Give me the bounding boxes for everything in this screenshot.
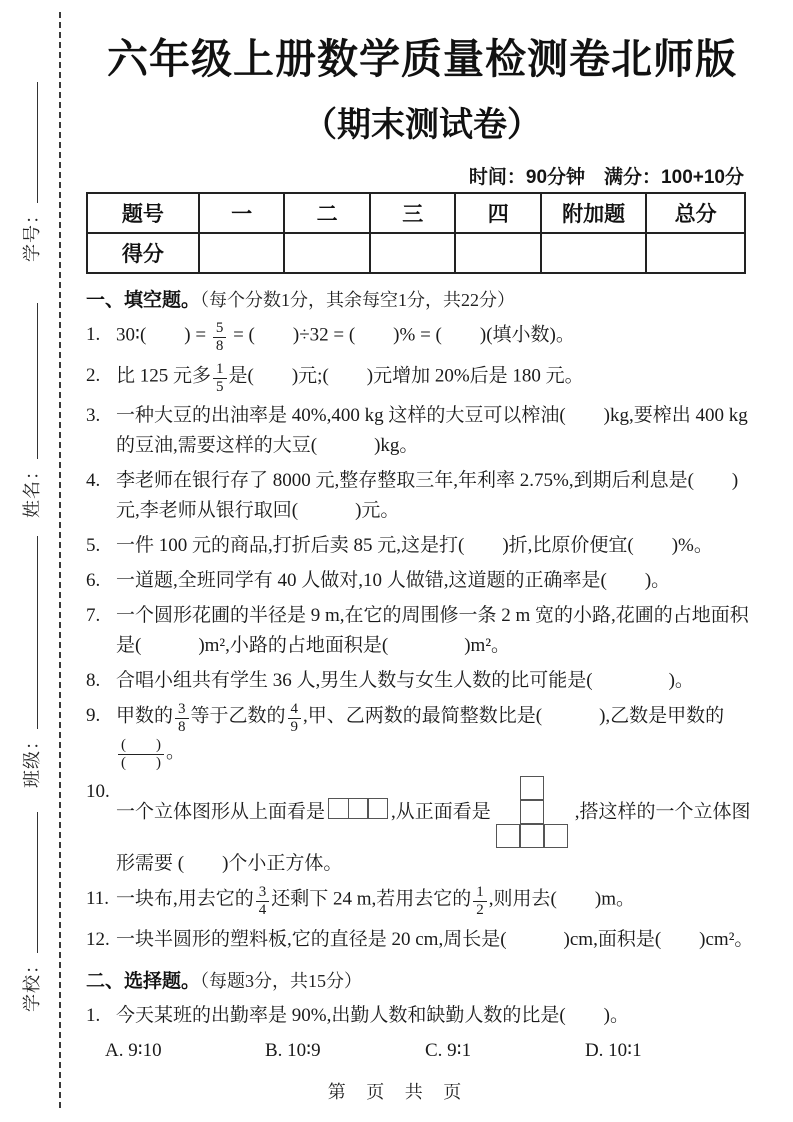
question-number: 10. (86, 781, 110, 802)
section-1-question-8 (86, 666, 758, 696)
page-footer: 第 页 共 页 (327, 1082, 466, 1102)
fraction: $\frac{3}{8}$ (175, 701, 189, 737)
margin-label-class: 班级： (22, 731, 42, 788)
figure-square (520, 776, 544, 800)
figure-square (328, 798, 349, 819)
margin-field-student-id (16, 82, 46, 262)
score-table (86, 192, 746, 274)
section-1-heading (86, 286, 758, 315)
question-text: 一件 100 元的商品,打折后卖 85 元,这是打( )折,比原价便宜( )%。 (116, 535, 713, 556)
question-number: 8. (86, 670, 101, 691)
score-table-header-1: 一 (199, 193, 285, 233)
question-text: 甲数的 $\frac{3}{8}$ 等于乙数的 $\frac{4}{9}$ ,甲、乙两数的最简整数比是( ),乙数是甲数的 $\frac{( )}{( )}$ 。 (116, 701, 725, 771)
section-1-question-11 (86, 884, 758, 920)
question-text: 一块半圆形的塑料板,它的直径是 20 cm,周长是( )cm,面积是( )cm²。 (116, 928, 754, 950)
figure-empty (497, 801, 521, 825)
margin-field-school (16, 812, 46, 1012)
page-title: 六年级上册数学质量检测卷北师版 (107, 36, 737, 82)
question-text: 今天某班的出勤率是 90%,出勤人数和缺勤人数的比是( )。 (116, 1004, 629, 1026)
question-text: 一个立体图形从上面看是 ,从正面看是 ,搭这样的一个立体图形需要 ( )个小正方体。 (116, 777, 758, 879)
section-1-question-9 (86, 701, 758, 772)
figure-empty (497, 777, 521, 801)
section-1-question-10 (86, 777, 758, 879)
section-1-question-7 (86, 601, 758, 661)
question-text: 一道题,全班同学有 40 人做对,10 人做错,这道题的正确率是( )。 (116, 570, 671, 591)
question-number: 7. (86, 605, 101, 626)
figure-square (367, 798, 388, 819)
margin-label-name: 姓名： (22, 461, 42, 518)
page-subtitle: （期末测试卷） (303, 106, 541, 144)
score-table-header-0: 题号 (87, 193, 199, 233)
figure-empty (545, 777, 569, 801)
margin-field-class (16, 536, 46, 788)
section-1-title: 一、填空题。 (86, 290, 201, 311)
fraction: $\frac{4}{9}$ (288, 701, 302, 737)
section-1-question-2 (86, 361, 758, 397)
score-table-header-5: 附加题 (541, 193, 646, 233)
blank-line-student-id (16, 82, 38, 203)
score-cell-3 (455, 233, 541, 273)
section-1-question-5 (86, 531, 758, 561)
blank-line-school (16, 812, 38, 953)
option-B: B. 10∶9 (264, 1039, 321, 1061)
paper-content (86, 0, 758, 1065)
fraction: $\frac{( )}{( )}$ (118, 737, 164, 773)
question-sections (86, 286, 758, 1065)
option-A: A. 9∶10 (105, 1039, 162, 1061)
section-1-question-6 (86, 566, 758, 596)
question-number: 1. (86, 324, 101, 345)
score-table-header-3: 三 (370, 193, 456, 233)
figure-square (544, 824, 568, 848)
question-text: 30∶( ) = $\frac{5}{8}$ = ( )÷32 = ( )% = ( )(填小数)。 (116, 320, 575, 355)
figure-empty (545, 801, 569, 825)
section-1-question-12 (86, 925, 758, 955)
question-number: 12. (86, 928, 110, 950)
question-number: 4. (86, 470, 101, 491)
question-text: 一个圆形花圃的半径是 9 m,在它的周围修一条 2 m 宽的小路,花圃的占地面积是( )m²,小路的占地面积是( )m²。 (116, 605, 749, 656)
fraction: $\frac{5}{8}$ (213, 320, 227, 356)
question-text: 李老师在银行存了 8000 元,整存整取三年,年利率 2.75%,到期后利息是( )元,李老师从银行取回( )元。 (116, 470, 739, 521)
question-number: 5. (86, 535, 101, 556)
fraction: $\frac{3}{4}$ (256, 884, 270, 920)
fraction: $\frac{1}{2}$ (473, 884, 487, 920)
section-2-heading (86, 967, 758, 996)
score-cell-2 (370, 233, 456, 273)
section-2-note: （每题3分，共15分） (200, 970, 363, 991)
top-view-figure (328, 798, 388, 829)
question-text: 合唱小组共有学生 36 人,男生人数与女生人数的比可能是( )。 (116, 670, 694, 691)
question-text: 一块布,用去它的 $\frac{3}{4}$ 还剩下 24 m,若用去它的 $\frac{1}{2}$ ,则用去( )m。 (116, 884, 635, 919)
section-1-question-3 (86, 401, 758, 461)
section-1-note: （每个分数1分，其余每空1分，共22分） (200, 290, 516, 310)
score-cell-5 (646, 233, 745, 273)
figure-square (496, 824, 520, 848)
question-text: 一种大豆的出油率是 40%,400 kg 这样的大豆可以榨油( )kg,要榨出 400 kg 的豆油,需要这样的大豆( )kg。 (116, 405, 748, 456)
exam-meta: 时间：90分钟 满分：100+10分 (468, 167, 744, 188)
score-cell-0 (199, 233, 285, 273)
margin-field-name (16, 303, 46, 518)
question-number: 2. (86, 364, 101, 386)
section-2-question-1 (86, 1001, 758, 1031)
score-table-row-label: 得分 (87, 233, 199, 273)
section-2-title: 二、选择题。 (86, 970, 201, 992)
blank-line-name (16, 303, 38, 459)
question-number: 1. (86, 1004, 101, 1026)
front-view-figure (497, 777, 569, 849)
question-text: 比 125 元多 $\frac{1}{5}$ 是( )元;( )元增加 20%后是 180 元。 (116, 360, 584, 395)
section-1-question-4 (86, 466, 758, 526)
blank-line-class (16, 536, 38, 729)
margin-label-student-id: 学号： (22, 205, 42, 262)
question-number: 6. (86, 570, 101, 591)
score-table-header-4: 四 (455, 193, 541, 233)
score-table-header-2: 二 (284, 193, 370, 233)
options-row (105, 1037, 758, 1065)
score-cell-1 (284, 233, 370, 273)
score-cell-4 (541, 233, 646, 273)
score-table-header-6: 总分 (646, 193, 745, 233)
question-number: 11. (86, 888, 110, 909)
option-C: C. 9∶1 (424, 1039, 472, 1061)
figure-square (520, 800, 544, 824)
question-number: 9. (86, 705, 101, 726)
figure-square (348, 798, 369, 819)
fold-dashed-line (59, 12, 61, 1108)
section-1-question-1 (86, 320, 758, 356)
option-D: D. 10∶1 (584, 1039, 642, 1061)
fraction: $\frac{1}{5}$ (213, 361, 227, 397)
figure-square (520, 824, 544, 848)
question-number: 3. (86, 405, 101, 426)
margin-label-school: 学校： (22, 955, 42, 1012)
